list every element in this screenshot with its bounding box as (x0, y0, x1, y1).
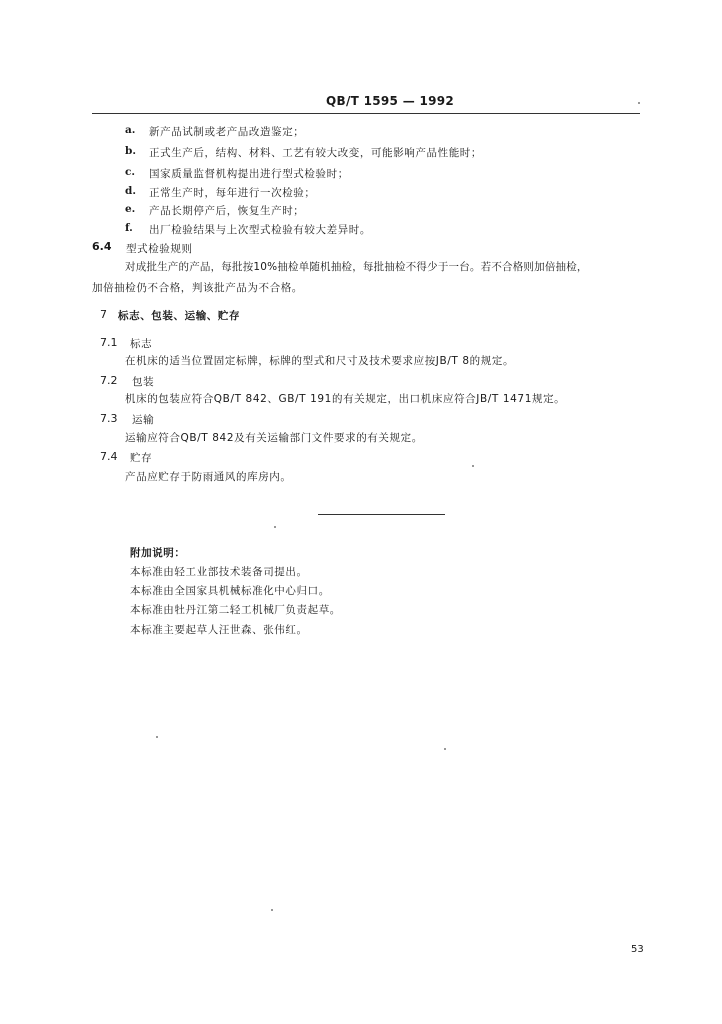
scan-speck (638, 102, 640, 104)
list-item-label: d. (125, 185, 136, 197)
notes-line: 本标准由轻工业部技术装备司提出。 (130, 566, 308, 578)
section-7-1-text: 在机床的适当位置固定标牌，标牌的型式和尺寸及技术要求应按JB/T 8的规定。 (125, 355, 515, 367)
list-item-text: 产品长期停产后，恢复生产时； (149, 205, 305, 217)
page-number: 53 (631, 944, 644, 955)
header-code: QB/T 1595 (326, 94, 399, 108)
section-7-4-number: 7.4 (100, 450, 118, 463)
section-7-title: 标志、包装、运输、贮存 (118, 310, 241, 322)
section-6-4-title: 型式检验规则 (126, 243, 193, 255)
section-7-4-text: 产品应贮存于防雨通风的库房内。 (125, 471, 292, 483)
scan-speck (444, 748, 446, 750)
section-6-4-line-1: 对成批生产的产品，每批按10%抽检单随机抽检，每批抽检不得少于一台。若不合格则加倍抽检， (125, 261, 588, 273)
header-standard-code (326, 94, 454, 108)
scan-speck (156, 736, 158, 738)
scan-speck (271, 909, 273, 911)
list-item-text: 国家质量监督机构提出进行型式检验时； (149, 168, 349, 180)
list-item-label: c. (125, 166, 136, 178)
section-7-3-text: 运输应符合QB/T 842及有关运输部门文件要求的有关规定。 (125, 432, 423, 444)
end-of-text-rule (318, 514, 445, 515)
section-7-2-number: 7.2 (100, 374, 118, 387)
section-7-4-title: 贮存 (130, 452, 153, 464)
header-year: 1992 (419, 94, 455, 108)
section-7-2-title: 包装 (132, 376, 155, 388)
section-7-1-title: 标志 (130, 338, 153, 350)
scan-speck (472, 465, 474, 467)
section-7-number: 7 (100, 308, 107, 321)
section-7-3-number: 7.3 (100, 412, 118, 425)
section-6-4-line-2: 加倍抽检仍不合格，判该批产品为不合格。 (92, 282, 303, 294)
list-item-text: 新产品试制或老产品改造鉴定； (149, 126, 305, 138)
list-item-text: 正常生产时，每年进行一次检验； (149, 187, 316, 199)
section-7-1-number: 7.1 (100, 336, 118, 349)
notes-line: 本标准由牡丹江第二轻工机械厂负责起草。 (130, 604, 341, 616)
section-7-3-title: 运输 (132, 414, 155, 426)
list-item-label: b. (125, 145, 136, 157)
header-dash: — (402, 94, 415, 108)
scan-speck (274, 526, 276, 528)
list-item-label: e. (125, 203, 136, 215)
notes-title: 附加说明： (130, 547, 186, 559)
notes-line: 本标准由全国家具机械标准化中心归口。 (130, 585, 330, 597)
section-7-2-text: 机床的包装应符合QB/T 842、GB/T 191的有关规定，出口机床应符合JB/T 1471规定。 (125, 393, 566, 405)
notes-line: 本标准主要起草人汪世森、张伟红。 (130, 624, 308, 636)
list-item-text: 正式生产后，结构、材料、工艺有较大改变，可能影响产品性能时； (149, 147, 482, 159)
header-rule (92, 113, 640, 114)
list-item-text: 出厂检验结果与上次型式检验有较大差异时。 (149, 224, 371, 236)
list-item-label: a. (125, 124, 136, 136)
list-item-label: f. (125, 222, 133, 234)
section-6-4-number: 6.4 (92, 240, 112, 253)
